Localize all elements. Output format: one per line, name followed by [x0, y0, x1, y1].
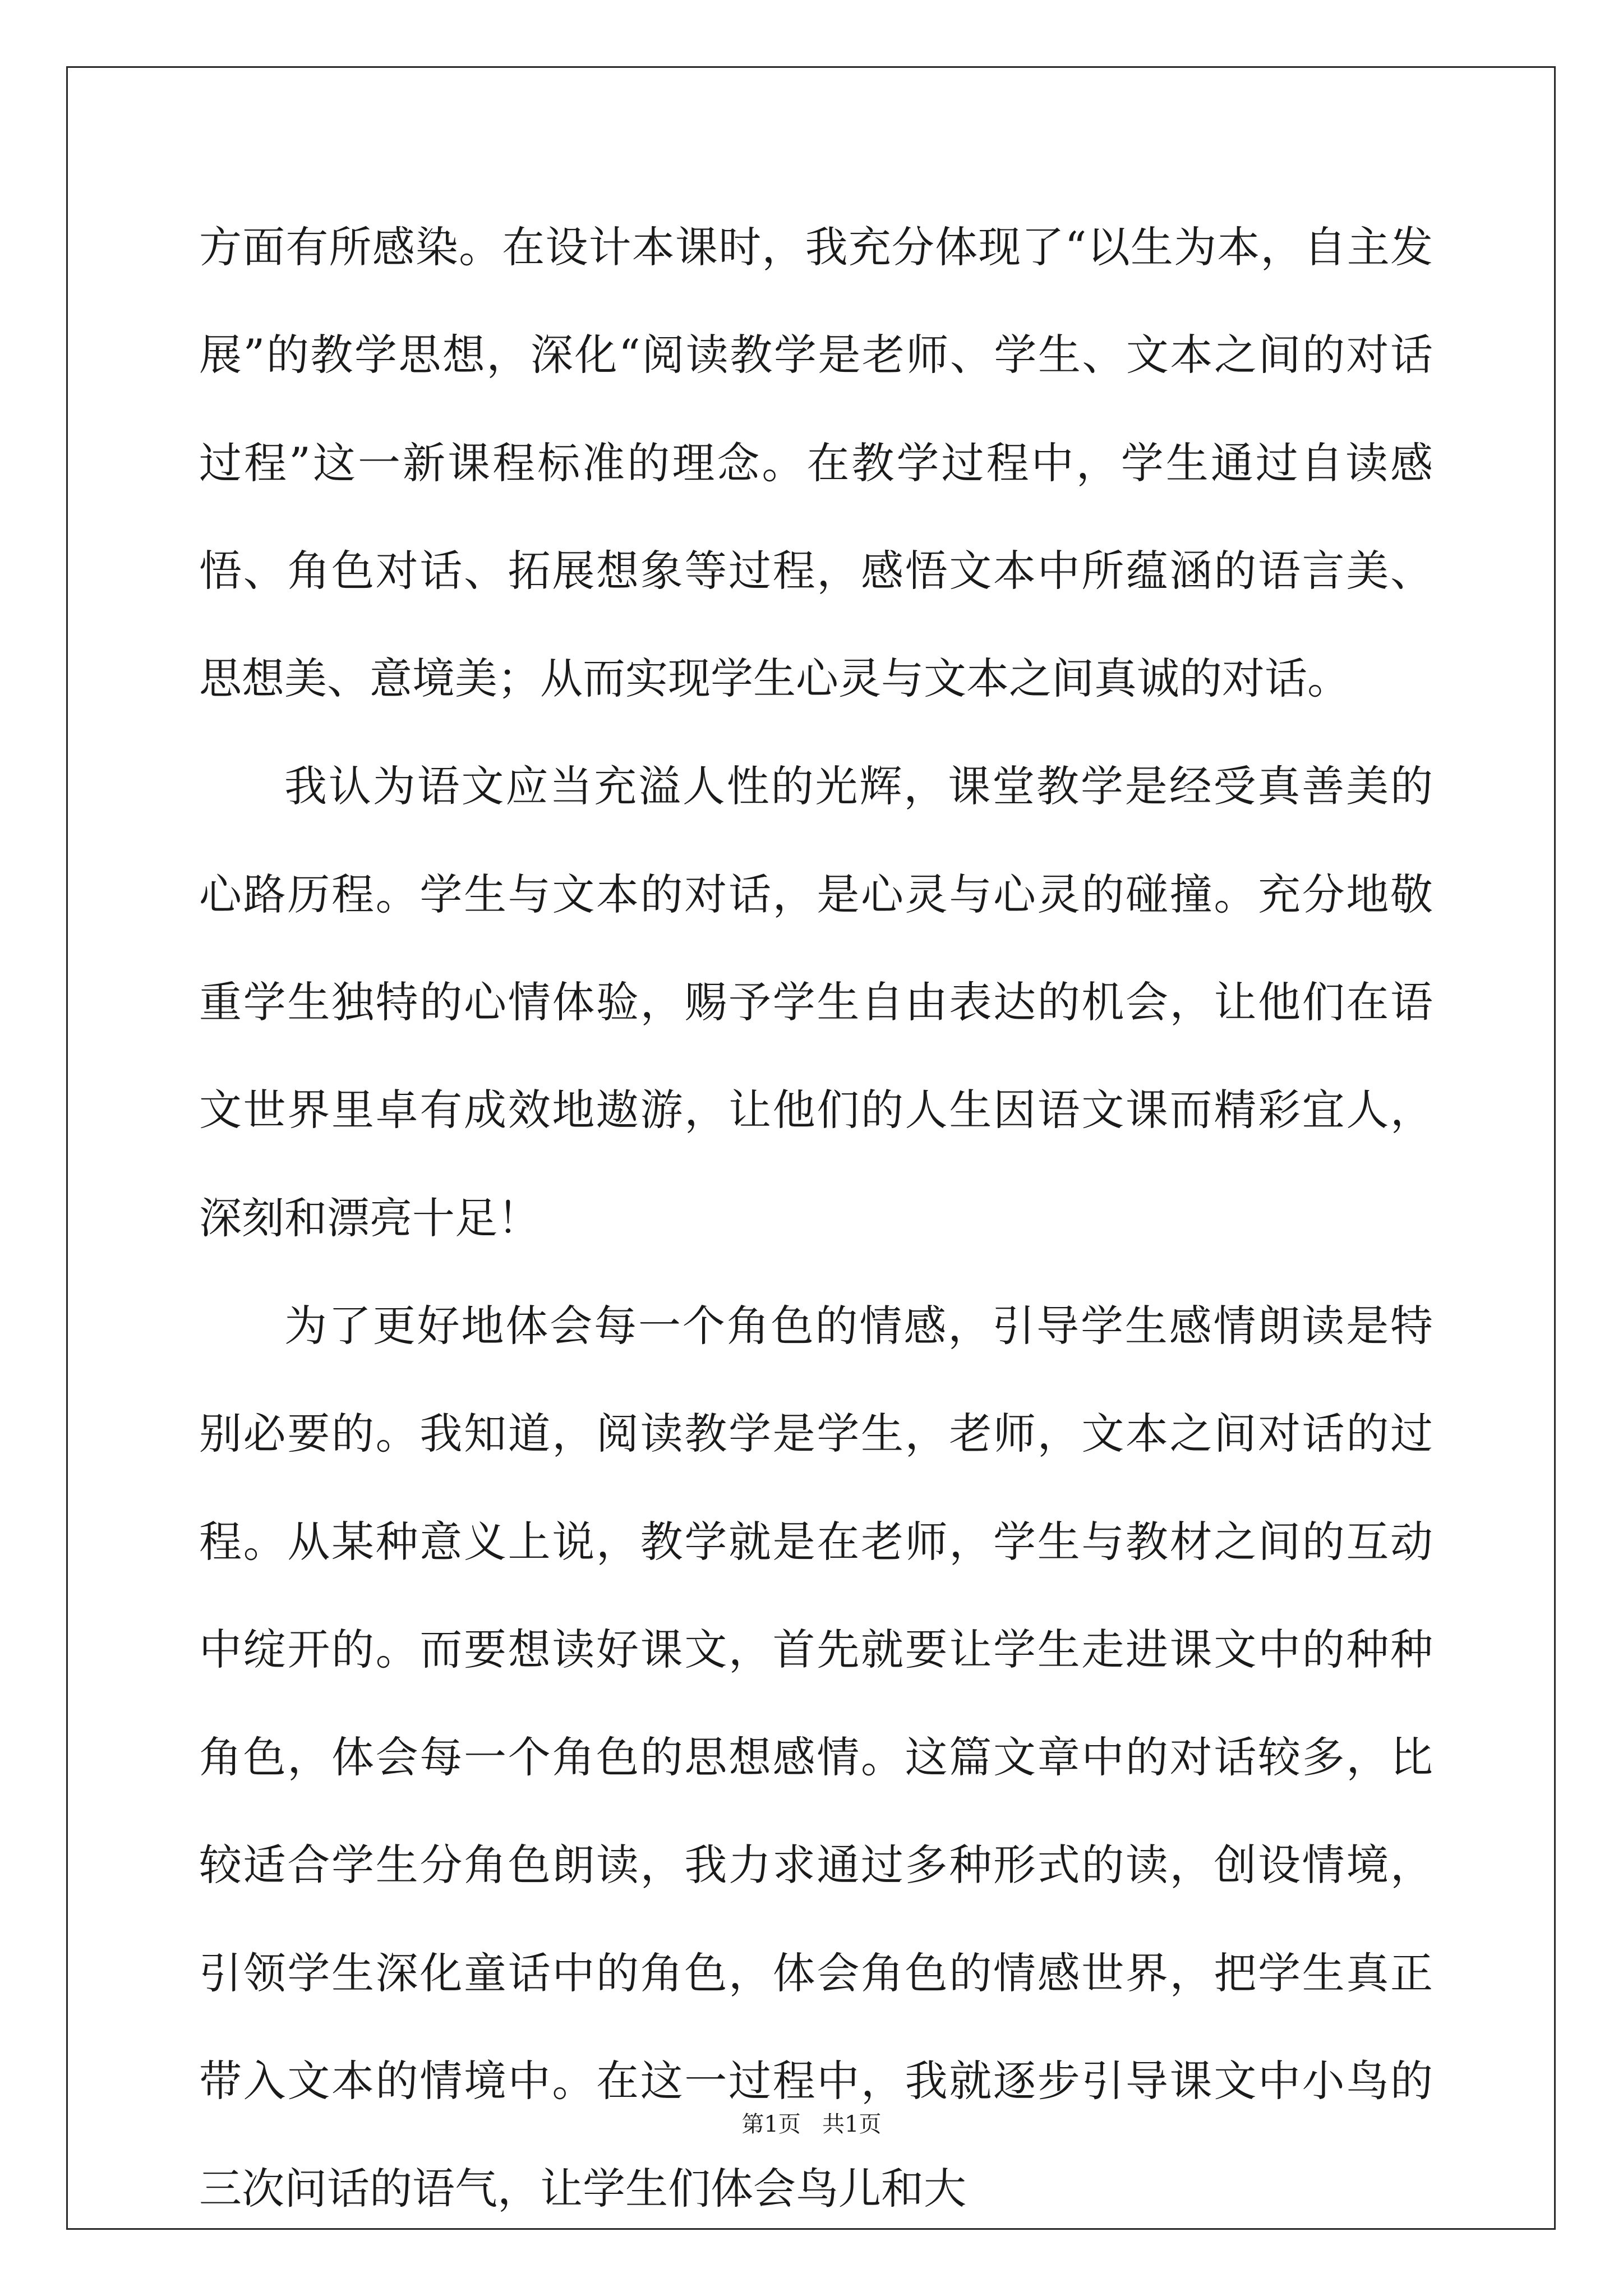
page-footer: 第1页 共1页	[741, 2111, 882, 2137]
document-body	[199, 194, 1433, 2243]
paragraph-3: 为了更好地体会每一个角色的情感，引导学生感情朗读是特别必要的。我知道，阅读教学是学生，老师，文本之间对话的过程。从某种意义上说，教学就是在老师，学生与教材之间的互动中绽开的。而要想读好课文，首先就要让学生走进课文中的种种角色，体会每一个角色的思想感情。这篇文章中的对话较多，比较适合学生分角色朗读，我力求通过多种形式的读，创设情境，引领学生深化童话中的角色，体会角色的情感世界，把学生真正带入文本的情境中。在这一过程中，我就逐步引导课文中小鸟的三次问话的语气，让学生们体会鸟儿和大	[199, 1300, 1433, 2214]
paragraph-1: 方面有所感染。在设计本课时，我充分体现了“以生为本，自主发展”的教学思想，深化“阅读教学是老师、学生、文本之间的对话过程”这一新课程标准的理念。在教学过程中，学生通过自读感悟、角色对话、拓展想象等过程，感悟文本中所蕴涵的语言美、思想美、意境美；从而实现学生心灵与文本之间真诚的对话。	[199, 222, 1433, 704]
paragraph-2: 我认为语文应当充溢人性的光辉，课堂教学是经受真善美的心路历程。学生与文本的对话，是心灵与心灵的碰撞。充分地敬重学生独特的心情体验，赐予学生自由表达的机会，让他们在语文世界里卓有成效地遨游，让他们的人生因语文课而精彩宜人，深刻和漂亮十足！	[199, 761, 1433, 1243]
